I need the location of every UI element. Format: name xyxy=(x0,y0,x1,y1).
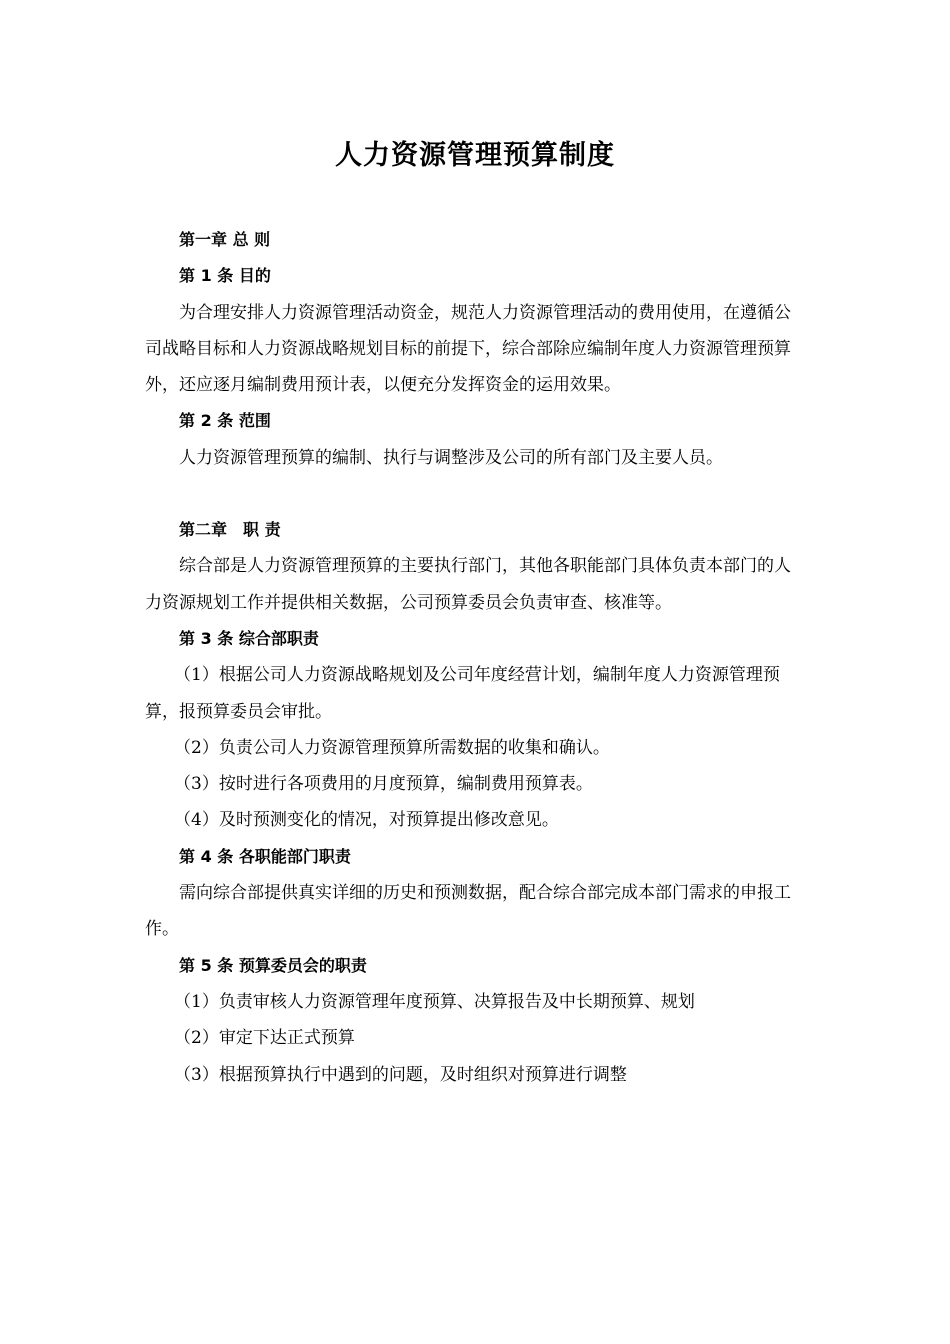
article-5-item-1: （1）负责审核人力资源管理年度预算、决算报告及中长期预算、规划 xyxy=(174,991,695,1012)
article-2-text: 人力资源管理预算的编制、执行与调整涉及公司的所有部门及主要人员。 xyxy=(179,447,723,468)
article-4-heading: 第 4 条 各职能部门职责 xyxy=(179,846,351,866)
article-4-text: 需向综合部提供真实详细的历史和预测数据，配合综合部完成本部门需求的申报工作。 xyxy=(145,883,791,940)
chapter-1-heading: 第一章 总 则 xyxy=(179,230,271,249)
chapter-spacer xyxy=(145,476,807,512)
article-5-item-2: （2）审定下达正式预算 xyxy=(174,1028,355,1049)
article-2-heading: 第 2 条 范围 xyxy=(179,411,271,431)
article-5-heading: 第 5 条 预算委员会的职责 xyxy=(179,955,367,975)
article-3-item-4: （4）及时预测变化的情况，对预算提出修改意见。 xyxy=(174,810,559,831)
document-title: 人力资源管理预算制度 xyxy=(335,140,615,171)
chapter-2-intro: 综合部是人力资源管理预算的主要执行部门，其他各职能部门具体负责本部门的人力资源规划工作并提供相关数据，公司预算委员会负责审查、核准等。 xyxy=(145,556,791,613)
article-5-item-3: （3）根据预算执行中遇到的问题，及时组织对预算进行调整 xyxy=(174,1064,627,1085)
document-body xyxy=(145,222,807,1093)
article-3-item-1: （1）根据公司人力资源战略规划及公司年度经营计划，编制年度人力资源管理预算，报预算委员会审批。 xyxy=(145,665,780,722)
article-3-heading: 第 3 条 综合部职责 xyxy=(179,628,319,648)
article-3-item-2: （2）负责公司人力资源管理预算所需数据的收集和确认。 xyxy=(174,737,610,758)
article-3-item-3: （3）按时进行各项费用的月度预算，编制费用预算表。 xyxy=(174,774,593,795)
article-1-text: 为合理安排人力资源管理活动资金，规范人力资源管理活动的费用使用，在遵循公司战略目标和人力资源战略规划目标的前提下，综合部除应编制年度人力资源管理预算外，还应逐月编制费用预计表，以便充分发挥资金的运用效果。 xyxy=(145,302,791,396)
chapter-2-heading: 第二章 职 责 xyxy=(179,520,281,540)
article-1-heading: 第 1 条 目的 xyxy=(179,266,271,286)
